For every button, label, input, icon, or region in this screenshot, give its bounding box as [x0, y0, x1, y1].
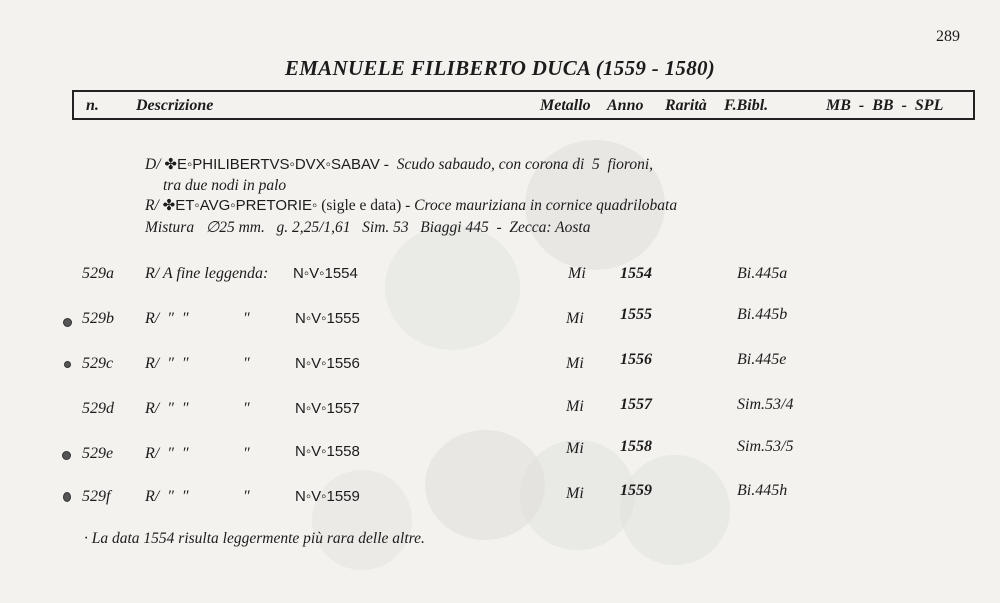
- reverse-prefix: R/: [145, 197, 159, 214]
- row-metal: Mi: [566, 485, 584, 502]
- obverse-prefix: D/: [145, 156, 161, 173]
- row-legend: N◦V◦1558: [295, 443, 360, 460]
- row-metal: Mi: [566, 398, 584, 415]
- reverse-sigle: (sigle e data) -: [317, 197, 415, 214]
- obverse-description-line2: tra due nodi in palo: [163, 177, 287, 194]
- marker-dot: [64, 361, 71, 368]
- row-metal: Mi: [566, 355, 584, 372]
- row-reference: Bi.445a: [737, 265, 788, 282]
- row-code: 529e: [82, 445, 114, 462]
- obverse-text: - Scudo sabaudo, con corona di 5 fioroni,: [379, 156, 654, 173]
- row-code: 529d: [82, 400, 114, 417]
- row-legend: N◦V◦1559: [295, 488, 360, 505]
- reverse-text: Croce mauriziana in cornice quadrilobata: [414, 197, 678, 214]
- table-header: [72, 90, 975, 120]
- row-reference: Bi.445h: [737, 482, 788, 499]
- header-anno: Anno: [607, 97, 644, 114]
- row-year: 1558: [620, 438, 652, 455]
- row-metal: Mi: [568, 265, 586, 282]
- row-reverse-note: R/ ″ ″: [145, 445, 189, 462]
- row-year: 1555: [620, 306, 652, 323]
- bleed-through-coin: [312, 470, 412, 570]
- footnote: · La data 1554 risulta leggermente più rara delle altre.: [84, 530, 425, 547]
- row-metal: Mi: [566, 310, 584, 327]
- row-ditto-mark: ″: [243, 355, 250, 372]
- row-reverse-note: R/ ″ ″: [145, 310, 189, 327]
- row-code: 529b: [82, 310, 114, 327]
- row-year: 1559: [620, 482, 652, 499]
- row-reverse-note: R/ ″ ″: [145, 355, 189, 372]
- row-code: 529c: [82, 355, 114, 372]
- marker-dot: [63, 492, 71, 502]
- reverse-legend: ✤ET◦AVG◦PRETORIE◦: [162, 197, 318, 214]
- marker-dot: [62, 451, 71, 460]
- bleed-through-coin: [620, 455, 730, 565]
- page-title: EMANUELE FILIBERTO DUCA (1559 - 1580): [284, 56, 716, 80]
- row-year: 1554: [620, 265, 652, 282]
- bleed-through-coin: [385, 225, 520, 350]
- row-reference: Bi.445b: [737, 306, 788, 323]
- page-number: 289: [936, 28, 960, 45]
- header-grades: MB - BB - SPL: [826, 97, 944, 114]
- row-legend: N◦V◦1555: [295, 310, 360, 327]
- marker-dot: [63, 318, 72, 327]
- header-fbibl: F.Bibl.: [724, 97, 769, 114]
- row-year: 1556: [620, 351, 652, 368]
- row-code: 529f: [82, 488, 111, 505]
- row-legend: N◦V◦1556: [295, 355, 360, 372]
- row-legend: N◦V◦1557: [295, 400, 360, 417]
- row-reverse-note: R/ A fine leggenda:: [145, 265, 269, 282]
- row-legend: N◦V◦1554: [293, 265, 358, 282]
- header-metallo: Metallo: [540, 97, 591, 114]
- row-reference: Sim.53/4: [737, 396, 794, 413]
- row-reference: Sim.53/5: [737, 438, 794, 455]
- row-ditto-mark: ″: [243, 445, 250, 462]
- row-ditto-mark: ″: [243, 310, 250, 327]
- row-ditto-mark: ″: [243, 488, 250, 505]
- row-code: 529a: [82, 265, 114, 282]
- row-ditto-mark: ″: [243, 400, 250, 417]
- reverse-description: [145, 196, 677, 215]
- header-rarita: Rarità: [665, 97, 707, 114]
- coin-details: Mistura ∅25 mm. g. 2,25/1,61 Sim. 53 Biaggi 445 - Zecca: Aosta: [145, 219, 591, 236]
- row-year: 1557: [620, 396, 652, 413]
- row-reverse-note: R/ ″ ″: [145, 488, 189, 505]
- row-metal: Mi: [566, 440, 584, 457]
- header-n: n.: [86, 97, 99, 114]
- header-descrizione: Descrizione: [136, 97, 214, 114]
- row-reference: Bi.445e: [737, 351, 787, 368]
- obverse-description: [145, 155, 653, 174]
- obverse-legend: ✤E◦PHILIBERTVS◦DVX◦SABAV: [164, 156, 380, 173]
- row-reverse-note: R/ ″ ″: [145, 400, 189, 417]
